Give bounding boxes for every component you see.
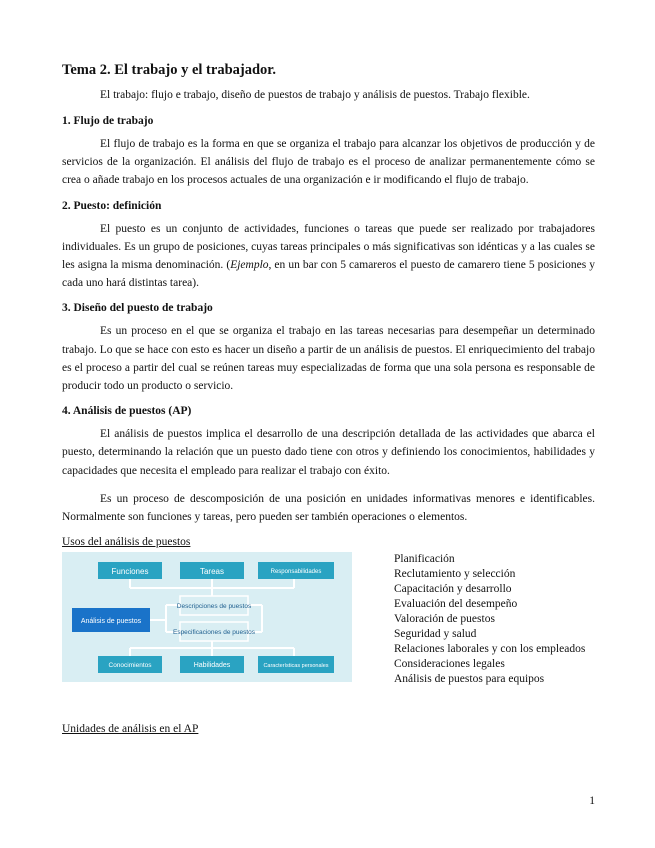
list-item: Análisis de puestos para equipos [394,673,545,686]
section-paragraph-analisis-1: El análisis de puestos implica el desarrollo de una descripción detallada de las actividades que abarca el puesto, determinando la relación que un puesto dado tiene con otros y definiendo los conocimientos, habilidades y capacidades que necesita el empleado para realizar el trabajo con éxito. [62,428,595,477]
list-item: Capacitación y desarrollo [394,583,512,596]
section-paragraph-diseno: Es un proceso en el que se organiza el trabajo en las tareas necesarias para desempeñar un determinado trabajo. Lo que se hace con esto es hacer un diseño a partir de un análisis de puestos. El enriquecimiento del trabajo es el proceso a partir del cual se reúnen tareas muy especializadas de forma que una sola persona es responsable de producir todo un producto o servicio. [62,325,595,393]
box-descripciones-label: Descripciones de puestos [176,603,252,611]
page-number: 1 [589,795,595,807]
paragraph-text: El puesto es un conjunto de actividades, funciones o tareas que puede ser realizado por trabajadores individuales. Es un grupo de posiciones, cuyas tareas principales o más significativas son idénticas y a las cuales se les asigna la misma denominación. ( [62,222,595,272]
box-funciones-label: Funciones [111,567,149,577]
example-word: Ejemplo [230,259,269,272]
section-heading-analisis: 4. Análisis de puestos (AP) [62,405,192,418]
list-item: Reclutamiento y selección [394,568,516,581]
box-especificaciones-label: Especificaciones de puestos [172,629,256,637]
uses-list [394,552,585,687]
section-heading-flujo: 1. Flujo de trabajo [62,115,154,127]
document-page [62,56,595,735]
list-item: Consideraciones legales [394,658,505,671]
paragraph-text: , en un bar con 5 camareros el puesto de camarero tiene 5 posiciones y cada uno hará distintas tarea). [62,259,595,290]
section-paragraph-flujo: El flujo de trabajo es la forma en que se organiza el trabajo para alcanzar los objetivos de producción y de servicios de la organización. El análisis del flujo de trabajo es el proceso de analizar permanentemente cómo se crea o añade trabajo en los procesos actuales de una organización e ir modificando el flujo de trabajo. [62,138,595,187]
uses-section [62,552,595,687]
units-label: Unidades de análisis en el AP [62,723,199,736]
section-paragraph-puesto [62,220,595,293]
list-item: Planificación [394,553,455,566]
job-analysis-diagram [62,552,352,682]
box-conocimientos-label: Conocimientos [108,662,152,670]
box-tareas-label: Tareas [199,567,225,577]
box-responsabilidades-label: Responsabilidades [270,569,322,576]
uses-label: Usos del análisis de puestos [62,536,191,549]
box-analisis-label: Análisis de puestos [80,618,142,626]
list-item: Relaciones laborales y con los empleados [394,643,586,656]
section-heading-diseno: 3. Diseño del puesto de trabajo [62,302,213,315]
section-heading-puesto: 2. Puesto: definición [62,199,162,212]
list-item: Evaluación del desempeño [394,598,518,611]
list-item: Valoración de puestos [394,613,495,626]
document-subtitle: El trabajo: flujo e trabajo, diseño de puestos de trabajo y análisis de puestos. Trabajo flexible. [100,89,530,101]
box-caracteristicas-label: Características personales [263,663,329,670]
section-paragraph-analisis-2: Es un proceso de descomposición de una posición en unidades informativas menores e identificables. Normalmente son funciones y tareas, pero pueden ser también operaciones o elementos. [62,492,595,524]
list-item: Seguridad y salud [394,628,477,641]
box-habilidades-label: Habilidades [193,662,231,670]
document-title: Tema 2. El trabajo y el trabajador. [62,62,277,78]
